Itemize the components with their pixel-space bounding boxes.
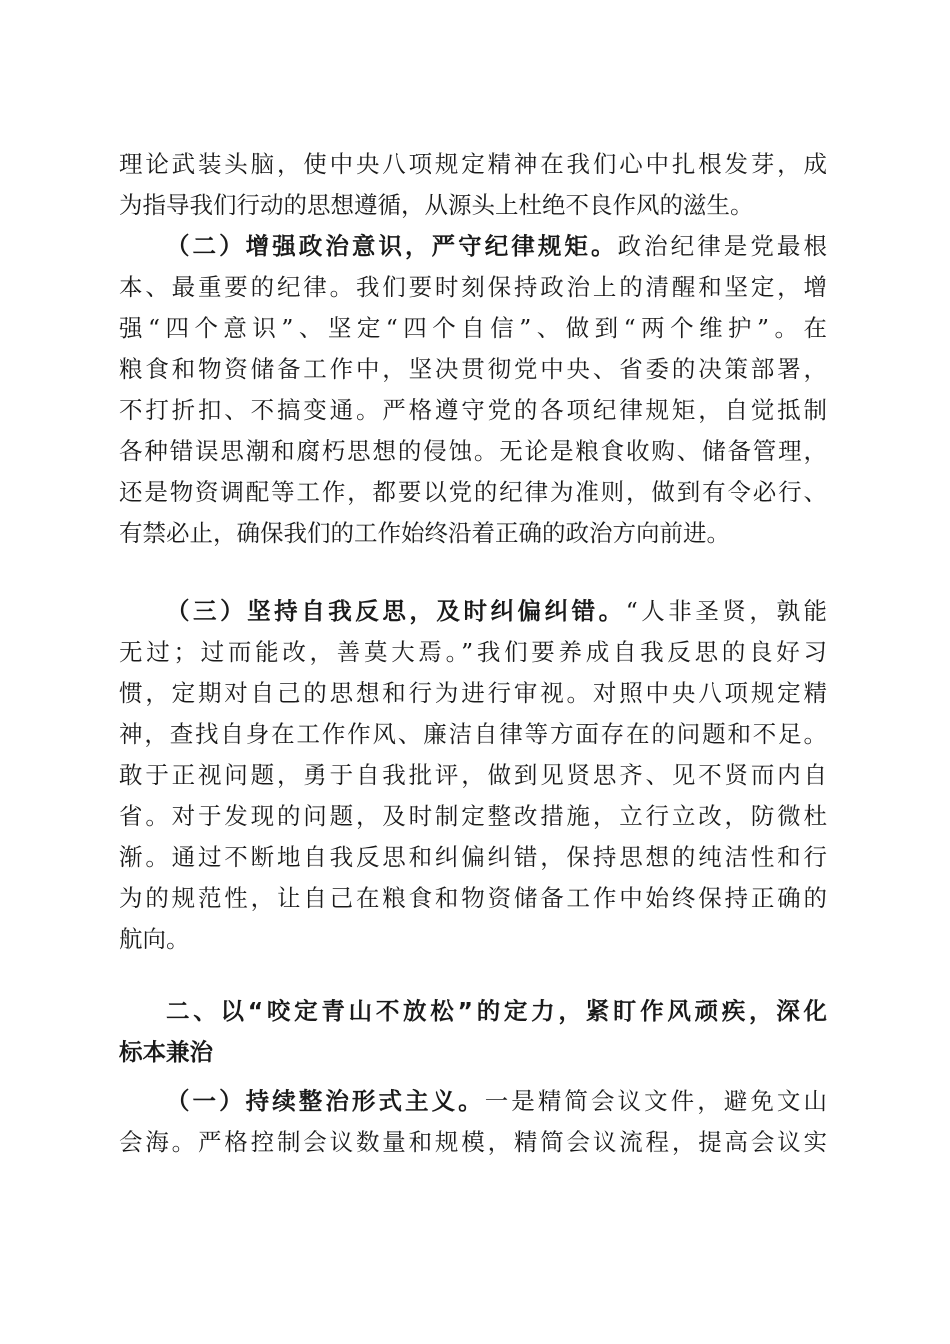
text-line: 渐。通过不断地自我反思和纠偏纠错，保持思想的纯洁性和行 <box>119 843 827 871</box>
paragraph-continuation <box>119 144 827 226</box>
subheading-2: （二）增强政治意识，严守纪律规矩。 <box>166 232 618 260</box>
text-segment: 政治纪律是党最根 <box>617 232 827 260</box>
text-line: 敢于正视问题，勇于自我批评，做到见贤思齐、见不贤而内自 <box>119 761 827 789</box>
text-line: 神，查找自身在工作作风、廉洁自律等方面存在的问题和不足。 <box>119 720 827 748</box>
paragraph-first-line <box>119 1081 827 1122</box>
paragraph-self-reflection <box>119 591 827 960</box>
text-line: 为指导我们行动的思想遵循，从源头上杜绝不良作风的滋生。 <box>119 191 754 219</box>
text-line: 为的规范性，让自己在粮食和物资储备工作中始终保持正确的 <box>119 884 827 912</box>
paragraph-political-awareness <box>119 226 827 554</box>
text-line: 省。对于发现的问题，及时制定整改措施，立行立改，防微杜 <box>119 802 827 830</box>
section-heading <box>119 991 827 1073</box>
text-line: 各种错误思潮和腐朽思想的侵蚀。无论是粮食收购、储备管理， <box>119 437 827 465</box>
text-line: 无过；过而能改，善莫大焉。”我们要养成自我反思的良好习 <box>119 638 827 666</box>
subheading-1: （一）持续整治形式主义。 <box>166 1087 485 1115</box>
subheading-3: （三）坚持自我反思，及时纠偏纠错。 <box>166 597 626 625</box>
text-line: 强“四个意识”、坚定“四个自信”、做到“两个维护”。在 <box>119 314 827 342</box>
text-line: 航向。 <box>119 925 190 953</box>
heading-line: 二、以“咬定青山不放松”的定力，紧盯作风顽疾，深化 <box>166 997 827 1025</box>
text-line: 不打折扣、不搞变通。严格遵守党的各项纪律规矩，自觉抵制 <box>119 396 827 424</box>
heading-line: 标本兼治 <box>119 1038 213 1066</box>
text-segment: 一是精简会议文件，避免文山 <box>484 1087 827 1115</box>
text-segment: “人非圣贤，孰能 <box>625 597 827 625</box>
text-line: 有禁必止，确保我们的工作始终沿着正确的政治方向前进。 <box>119 519 730 547</box>
text-line: 粮食和物资储备工作中，坚决贯彻党中央、省委的决策部署， <box>119 355 827 383</box>
paragraph-formalism <box>119 1081 827 1163</box>
text-line: 理论武装头脑，使中央八项规定精神在我们心中扎根发芽，成 <box>119 150 827 178</box>
text-line: 本、最重要的纪律。我们要时刻保持政治上的清醒和坚定，增 <box>119 273 827 301</box>
text-line: 惯，定期对自己的思想和行为进行审视。对照中央八项规定精 <box>119 679 827 707</box>
paragraph-first-line <box>119 226 827 267</box>
text-line: 还是物资调配等工作，都要以党的纪律为准则，做到有令必行、 <box>119 478 827 506</box>
paragraph-first-line <box>119 591 827 632</box>
text-line: 会海。严格控制会议数量和规模，精简会议流程，提高会议实 <box>119 1128 827 1156</box>
